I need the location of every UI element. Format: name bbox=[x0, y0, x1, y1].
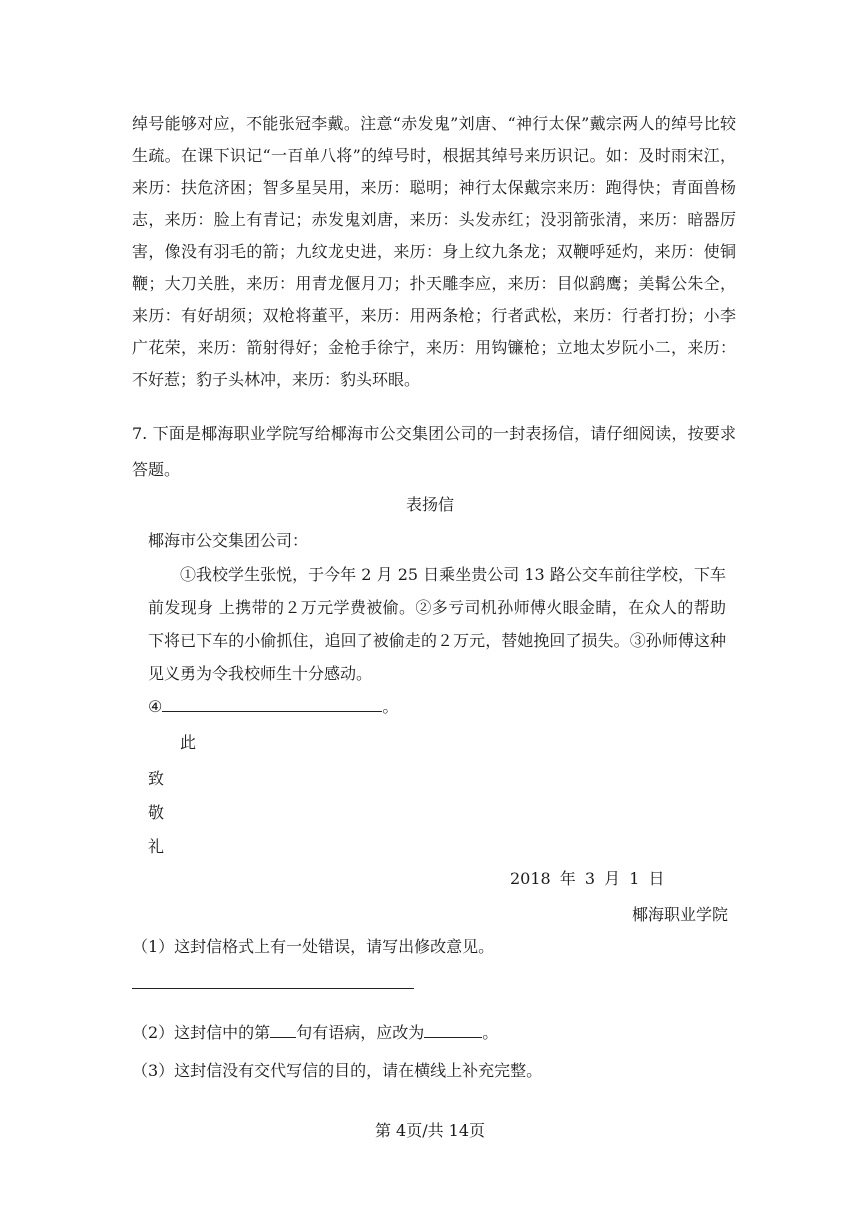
sub2-blank-sentence-number[interactable] bbox=[270, 1023, 296, 1038]
closing-char-2: 致 bbox=[148, 769, 165, 788]
closing-char-4: 礼 bbox=[148, 837, 165, 856]
blank-suffix: 。 bbox=[382, 697, 399, 716]
page-footer: 第 4页/共 14页 bbox=[374, 1121, 486, 1140]
sub-question-2 bbox=[132, 1020, 498, 1043]
question-7-prompt: 7. 下面是椰海职业学院写给椰海市公交集团公司的一封表扬信，请仔细阅读，按要求答题。 bbox=[132, 424, 736, 479]
sub2-part1: （2）这封信中的第 bbox=[132, 1023, 271, 1042]
sub2-part3: 。 bbox=[482, 1023, 499, 1042]
sub-question-1-answer-line[interactable] bbox=[132, 988, 414, 989]
sub2-blank-correction[interactable] bbox=[424, 1023, 482, 1038]
letter-blank-sentence-4 bbox=[148, 694, 398, 717]
sub-question-1: （1）这封信格式上有一处错误，请写出修改意见。 bbox=[132, 937, 495, 956]
closing-char-3: 敬 bbox=[148, 803, 165, 822]
letter-sender: 椰海职业学院 bbox=[631, 905, 728, 924]
answer-blank-line[interactable] bbox=[162, 697, 382, 712]
paragraph-nicknames: 绰号能够对应，不能张冠李戴。注意“赤发鬼”刘唐、“神行太保”戴宗两人的绰号比较生疏。在课下识记“一百单八将”的绰号时，根据其绰号来历识记。如：及时雨宋江，来历：扶危济困；智多星吴用，来历：聪明；神行太保戴宗来历：跑得快；青面兽杨志，来历：脸上有青记；赤发鬼刘唐，来历：头发赤红；没羽箭张清，来历：暗器厉害，像没有羽毛的箭；九纹龙史进，来历：身上纹九条龙；双鞭呼延灼，来历：使铜鞭；大刀关胜，来历：用青龙偃月刀；扑天雕李应，来历：目似鹞鹰；美髯公朱仝，来历：有好胡须；双枪将董平，来历：用两条枪；行者武松，来历：行者打扮；小李广花荣，来历：箭射得好；金枪手徐宁，来历：用钩镰枪；立地太岁阮小二，来历：不好惹；豹子头林冲，来历：豹头环眼。 bbox=[132, 114, 736, 389]
blank-prefix: ④ bbox=[148, 697, 163, 716]
letter-date: 2018 年 3 月 1 日 bbox=[510, 869, 665, 888]
letter-body: ①我校学生张悦，于今年 2 月 25 日乘坐贵公司 13 路公交车前往学校，下车前发现身 上携带的２万元学费被偷。②多亏司机孙师傅火眼金睛，在众人的帮助下将已下车的小偷抓住，追回了被偷走的２万元，替她挽回了损失。③孙师傅这种见义勇为令我校师生十分感动。 bbox=[148, 565, 726, 683]
letter-salutation: 椰海市公交集团公司： bbox=[148, 531, 309, 550]
sub2-part2: 句有语病，应改为 bbox=[296, 1023, 425, 1042]
sub-question-3: （3）这封信没有交代写信的目的，请在横线上补充完整。 bbox=[132, 1061, 543, 1080]
letter-title: 表扬信 bbox=[405, 495, 454, 514]
closing-char-1: 此 bbox=[180, 733, 197, 752]
